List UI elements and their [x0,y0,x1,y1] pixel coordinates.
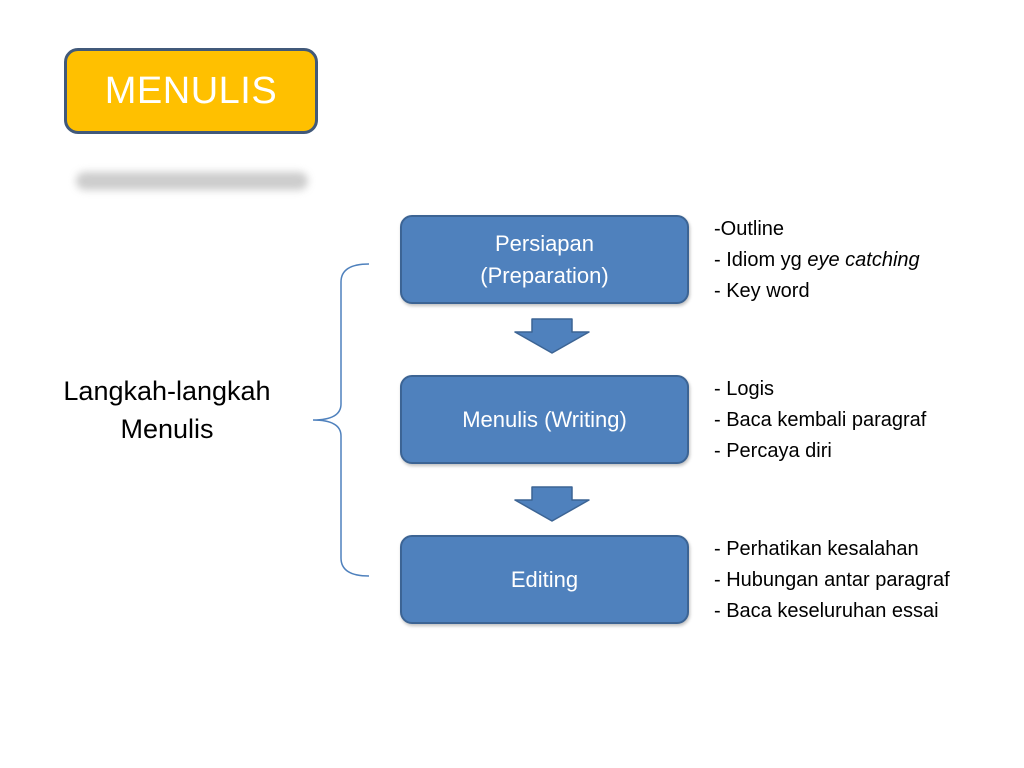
side-label-line-2: Menulis [120,414,214,444]
note-item [714,245,920,276]
note-item: - Hubungan antar paragraf [714,569,950,591]
down-arrow-icon [514,318,590,354]
step-1-label-line-2: (Preparation) [480,262,609,288]
side-label [40,372,294,448]
down-arrow-icon [514,486,590,522]
step-box-editing [400,535,689,624]
side-label-line-1: Langkah-langkah [63,376,271,406]
step-2-label: Menulis (Writing) [462,406,627,432]
step-box-menulis [400,375,689,464]
notes-persiapan [714,214,920,307]
note-item-emphasis: eye catching [807,249,920,271]
note-item: - Percaya diri [714,440,832,462]
slide-title: MENULIS [104,69,278,112]
notes-editing [714,534,950,627]
note-item: - Key word [714,280,810,302]
curly-brace-path [313,264,369,576]
note-item-text: - Idiom yg [714,249,808,271]
title-box [64,48,318,134]
note-item: - Baca keseluruhan essai [714,600,939,622]
notes-menulis [714,374,926,467]
step-3-label: Editing [510,566,579,592]
step-box-persiapan [400,215,689,304]
step-1-label-line-1: Persiapan [494,230,595,256]
note-item: - Logis [714,378,775,400]
note-item: -Outline [714,218,785,240]
note-item: - Baca kembali paragraf [714,409,927,431]
title-shadow [76,172,308,190]
note-item: - Perhatikan kesalahan [714,538,919,560]
